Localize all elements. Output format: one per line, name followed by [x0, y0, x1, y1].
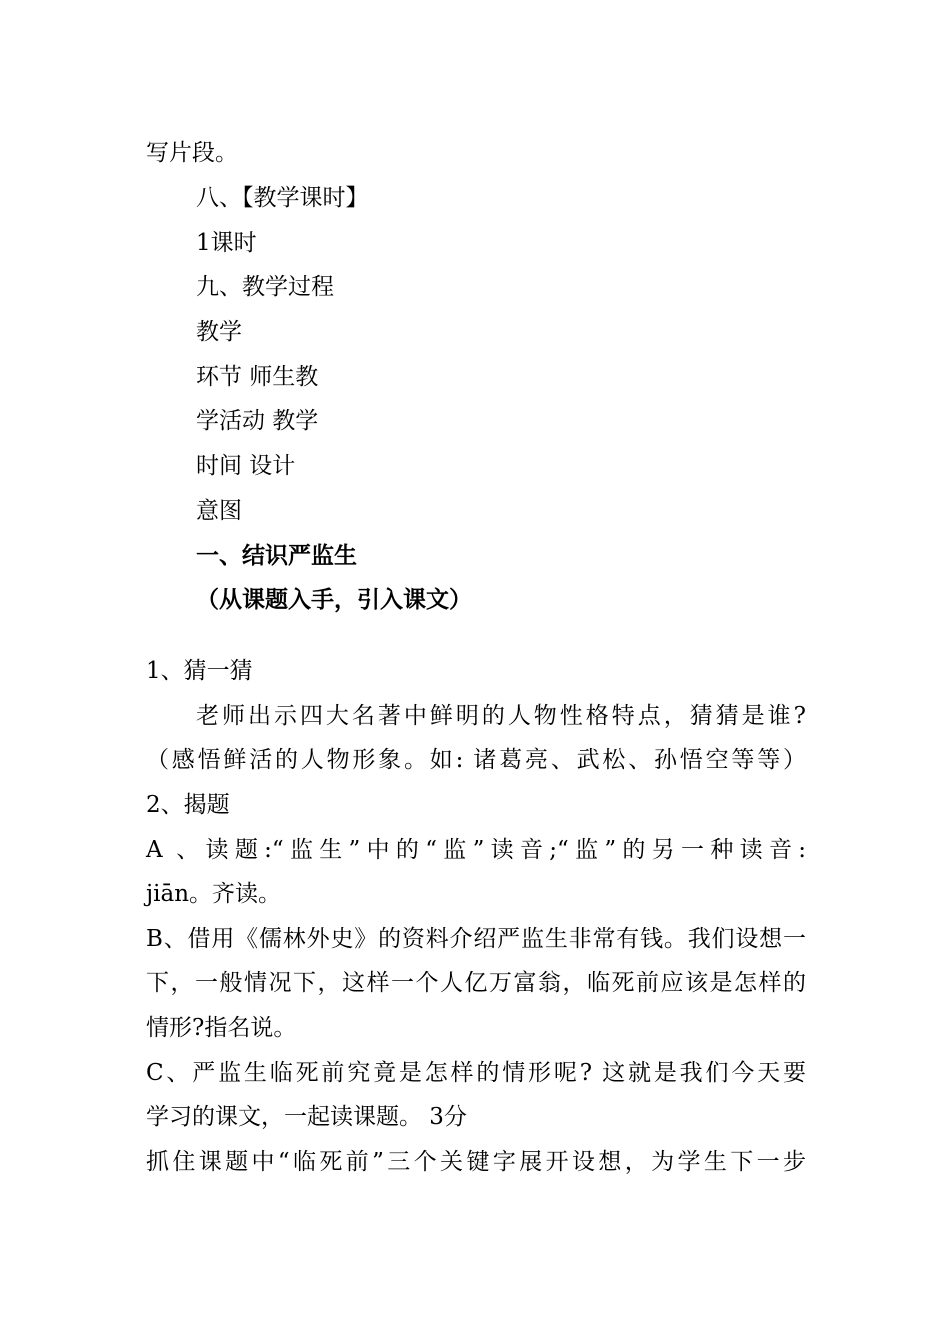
text-line-continuation: 写片段。 — [146, 140, 238, 166]
paragraph-guess-note: （感悟鲜活的人物形象。如: 诸葛亮、武松、孙悟空等等） — [146, 747, 806, 773]
paragraph-a-line-1: A 、读题:“监生”中的“监”读音;“监”的另一种读音: — [146, 837, 806, 863]
paragraph-c-line-2: 学习的课文，一起读课题。 3分 — [146, 1104, 467, 1130]
paragraph-a-line-2: jiān。齐读。 — [146, 881, 282, 907]
step-guess: 1、猜一猜 — [146, 658, 253, 684]
heading-teaching-process: 九、教学过程 — [196, 274, 334, 300]
paragraph-b-line-1: B、借用《儒林外史》的资料介绍严监生非常有钱。我们设想一 — [146, 926, 806, 952]
table-header-line-4: 时间 设计 — [196, 453, 296, 479]
heading-teaching-hours: 八、【教学课时】 — [196, 185, 369, 211]
table-header-line-1: 教学 — [196, 319, 242, 345]
section-subheading-1: （从课题入手，引入课文） — [196, 587, 472, 613]
paragraph-c-line-1: C、严监生临死前究竟是怎样的情形呢? 这就是我们今天要 — [146, 1060, 806, 1086]
paragraph-b-line-3: 情形?指名说。 — [146, 1015, 297, 1041]
step-reveal-title: 2、揭题 — [146, 792, 230, 818]
table-header-line-2: 环节 师生教 — [196, 364, 319, 390]
text-hours-value: 1课时 — [196, 230, 257, 256]
table-header-line-3: 学活动 教学 — [196, 408, 319, 434]
table-header-line-5: 意图 — [196, 498, 242, 524]
paragraph-design-intent: 抓住课题中“临死前”三个关键字展开设想，为学生下一步 — [146, 1149, 806, 1175]
paragraph-guess-instruction: 老师出示四大名著中鲜明的人物性格特点，猜猜是谁? — [196, 703, 806, 729]
section-heading-1: 一、结识严监生 — [196, 543, 357, 569]
paragraph-b-line-2: 下，一般情况下，这样一个人亿万富翁，临死前应该是怎样的 — [146, 970, 806, 996]
